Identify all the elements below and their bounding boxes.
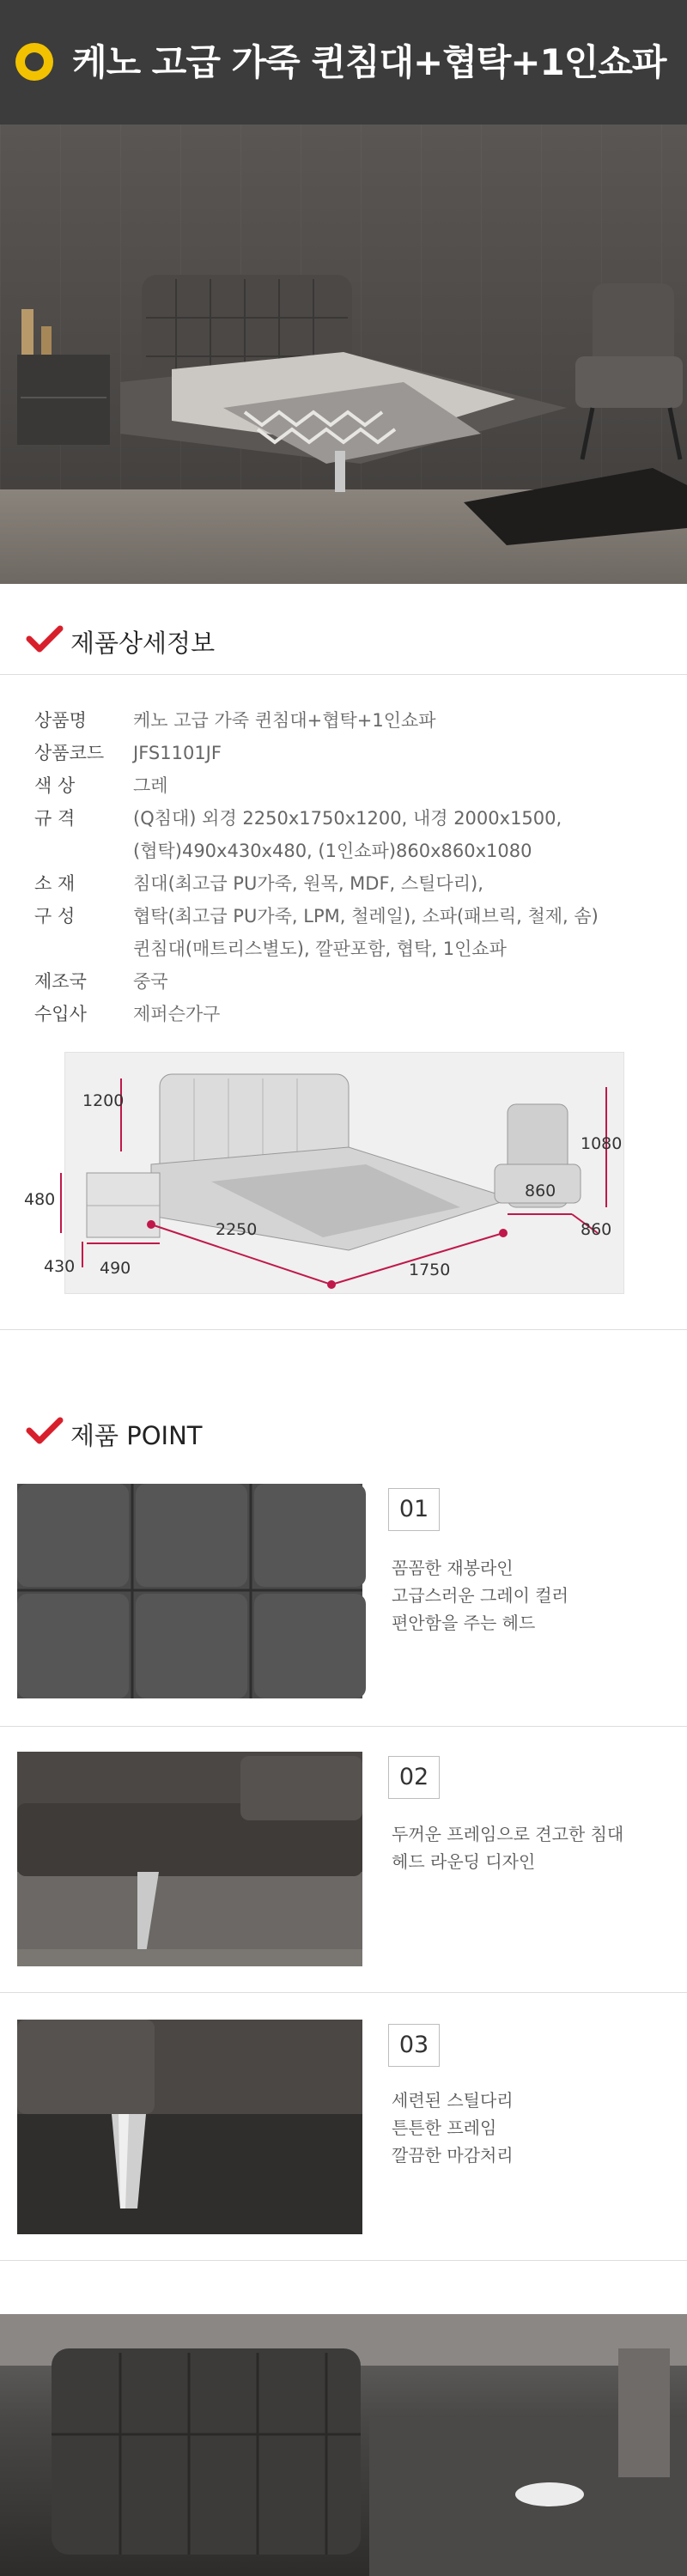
spec-row <box>34 802 653 835</box>
spec-label: 구 성 <box>34 906 76 927</box>
page-title: 케노 고급 가죽 퀸침대+협탁+1인쇼파 <box>72 41 666 83</box>
spec-value: 제퍼슨가구 <box>133 1004 221 1024</box>
red-check-icon <box>26 1417 64 1444</box>
point-image-frame <box>17 1752 362 1966</box>
spec-value: 케노 고급 가죽 퀸침대+협탁+1인쇼파 <box>133 710 436 731</box>
point-number: 02 <box>388 1756 440 1799</box>
spec-value: (Q침대) 외경 2250x1750x1200, 내경 2000x1500, <box>133 808 562 829</box>
detail-section-title: 제품상세정보 <box>70 629 216 658</box>
red-check-icon <box>26 625 64 653</box>
point-description <box>392 2087 514 2169</box>
spec-value: 중국 <box>133 971 168 992</box>
spec-row <box>34 737 653 769</box>
point-line: 세련된 스틸다리 <box>392 2090 514 2111</box>
dim-label-chair-height: 1080 <box>581 1134 623 1153</box>
circle-bullet-icon <box>15 43 53 81</box>
spec-value: 침대(최고급 PU가죽, 원목, MDF, 스틸다리), <box>133 873 483 894</box>
section-divider <box>0 2260 687 2261</box>
point-image-headboard <box>17 1484 362 1698</box>
spec-row <box>34 867 653 900</box>
point-number: 03 <box>388 2024 440 2067</box>
spec-label: 제조국 <box>34 971 87 992</box>
spec-value-continued: (협탁)490x430x480, (1인쇼파)860x860x1080 <box>133 841 532 861</box>
point-line: 꼼꼼한 재봉라인 <box>392 1558 514 1578</box>
spec-value: 협탁(최고급 PU가죽, LPM, 철레일), 소파(패브릭, 철제, 솜) <box>133 906 599 927</box>
spec-row <box>34 704 653 737</box>
spec-value: JFS1101JF <box>133 743 222 763</box>
spec-label: 수입사 <box>34 1004 87 1024</box>
dim-label-chair-width: 860 <box>525 1182 556 1200</box>
point-number: 01 <box>388 1488 440 1531</box>
dimension-diagram <box>24 1052 624 1294</box>
spec-row <box>34 769 653 802</box>
hero-product-image <box>0 125 687 584</box>
point-line: 깔끔한 마감처리 <box>392 2145 514 2166</box>
dim-label-table-height: 480 <box>24 1190 56 1209</box>
spec-label: 상품코드 <box>34 743 105 763</box>
point-section-title: 제품 POINT <box>70 1421 203 1450</box>
spec-row <box>34 965 653 998</box>
dim-label-table-width: 490 <box>100 1259 131 1278</box>
spec-label: 색 상 <box>34 775 76 796</box>
dim-label-bed-height: 1200 <box>82 1091 125 1110</box>
spec-label: 상품명 <box>34 710 87 731</box>
dim-label-chair-depth: 860 <box>581 1220 612 1239</box>
point-line: 두꺼운 프레임으로 견고한 침대 <box>392 1824 624 1844</box>
spec-label: 규 격 <box>34 808 76 829</box>
spec-value-continued: 퀸침대(매트리스별도), 깔판포함, 협탁, 1인쇼파 <box>133 939 507 959</box>
dim-label-bed-width: 1750 <box>409 1261 451 1279</box>
point-line: 고급스러운 그레이 컬러 <box>392 1585 568 1606</box>
point-line: 튼튼한 프레임 <box>392 2117 497 2138</box>
bottom-product-image <box>0 2314 687 2576</box>
spec-row <box>34 998 653 1030</box>
point-description <box>392 1820 623 1875</box>
point-image-steel-leg <box>17 2020 362 2234</box>
section-divider <box>0 1992 687 1993</box>
spec-row <box>34 900 653 933</box>
section-divider <box>0 1329 687 1330</box>
point-line: 편안함을 주는 헤드 <box>392 1613 536 1633</box>
spec-value: 그레 <box>133 775 168 796</box>
page-header <box>0 0 687 125</box>
point-line: 헤드 라운딩 디자인 <box>392 1851 536 1872</box>
dim-label-bed-length: 2250 <box>216 1220 258 1239</box>
spec-table <box>34 704 653 1030</box>
spec-label: 소 재 <box>34 873 76 894</box>
section-divider <box>0 674 687 675</box>
dim-label-table-depth: 430 <box>44 1257 76 1276</box>
section-divider <box>0 1726 687 1727</box>
point-description <box>392 1554 568 1637</box>
